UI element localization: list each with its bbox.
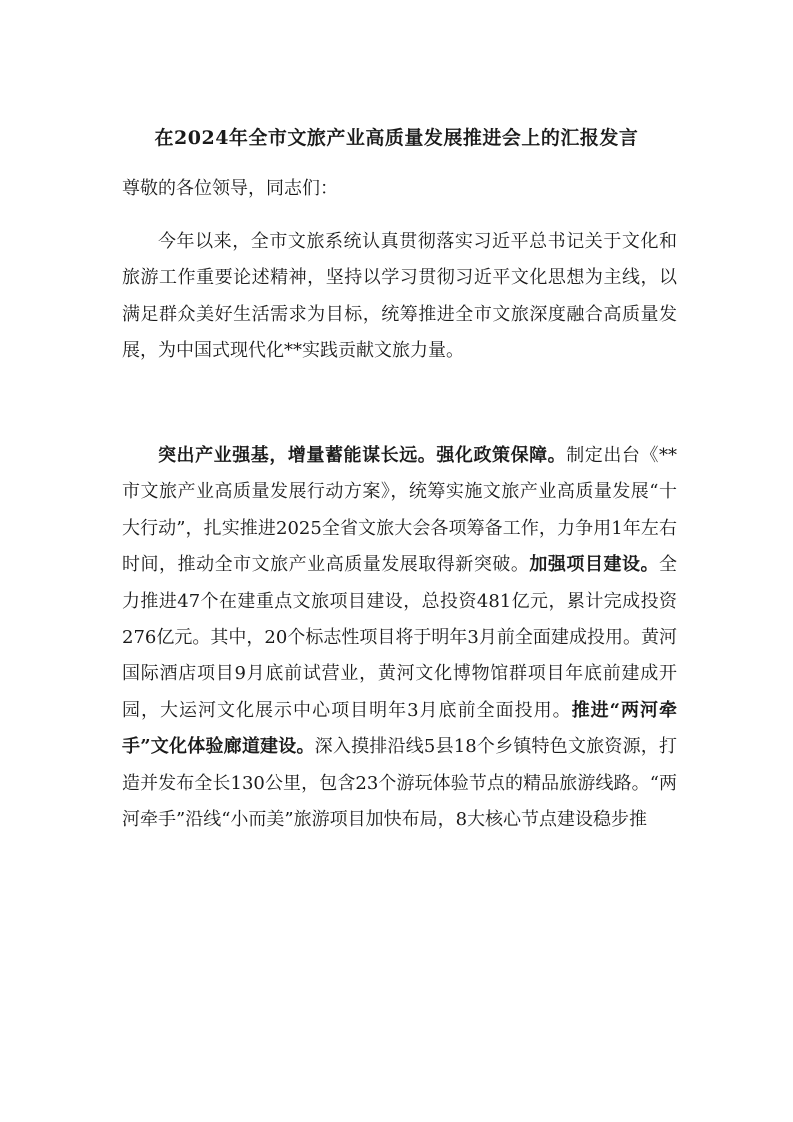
paragraph-industry [122,438,677,838]
text-policy: 制定出台《**市文旅产业高质量发展行动方案》，统筹实施文旅产业高质量发展“十大行动”，扎实推进2025全省文旅大会各项筹备工作，力争用1年左右时间，推动全市文旅产业高质量发展取得新突破。 [122,445,678,576]
text-corridor: 深入摸排沿线5县18个乡镇特色文旅资源，打造并发布全长130公里，包含23个游玩体验节点的精品旅游线路。“两河牵手”沿线“小而美”旅游项目加快布局，8大核心节点建设稳步推 [122,736,677,831]
subheading-policy: 强化政策保障。 [436,445,567,466]
paragraph-intro: 今年以来，全市文旅系统认真贯彻落实习近平总书记关于文化和旅游工作重要论述精神，坚持以学习贯彻习近平文化思想为主线，以满足群众美好生活需求为目标，统筹推进全市文旅深度融合高质量发展，为中国式现代化**实践贡献文旅力量。 [122,231,677,362]
section-heading: 突出产业强基，增量蓄能谋长远。 [158,445,437,466]
subheading-projects: 加强项目建设。 [529,554,660,576]
subheading-corridor: 推进“两河牵手”文化体验廊道建设。 [122,699,677,758]
salutation: 尊敬的各位领导，同志们： [122,178,338,199]
document-title: 在2024年全市文旅产业高质量发展推进会上的汇报发言 [154,127,639,149]
text-projects: 全力推进47个在建重点文旅项目建设，总投资481亿元，累计完成投资276亿元。其中，20个标志性项目将于明年3月前全面建成投用。黄河国际酒店项目9月底前试营业，黄河文化博物馆群项目年底前建成开园，大运河文化展示中心项目明年3月底前全面投用。 [122,554,678,721]
